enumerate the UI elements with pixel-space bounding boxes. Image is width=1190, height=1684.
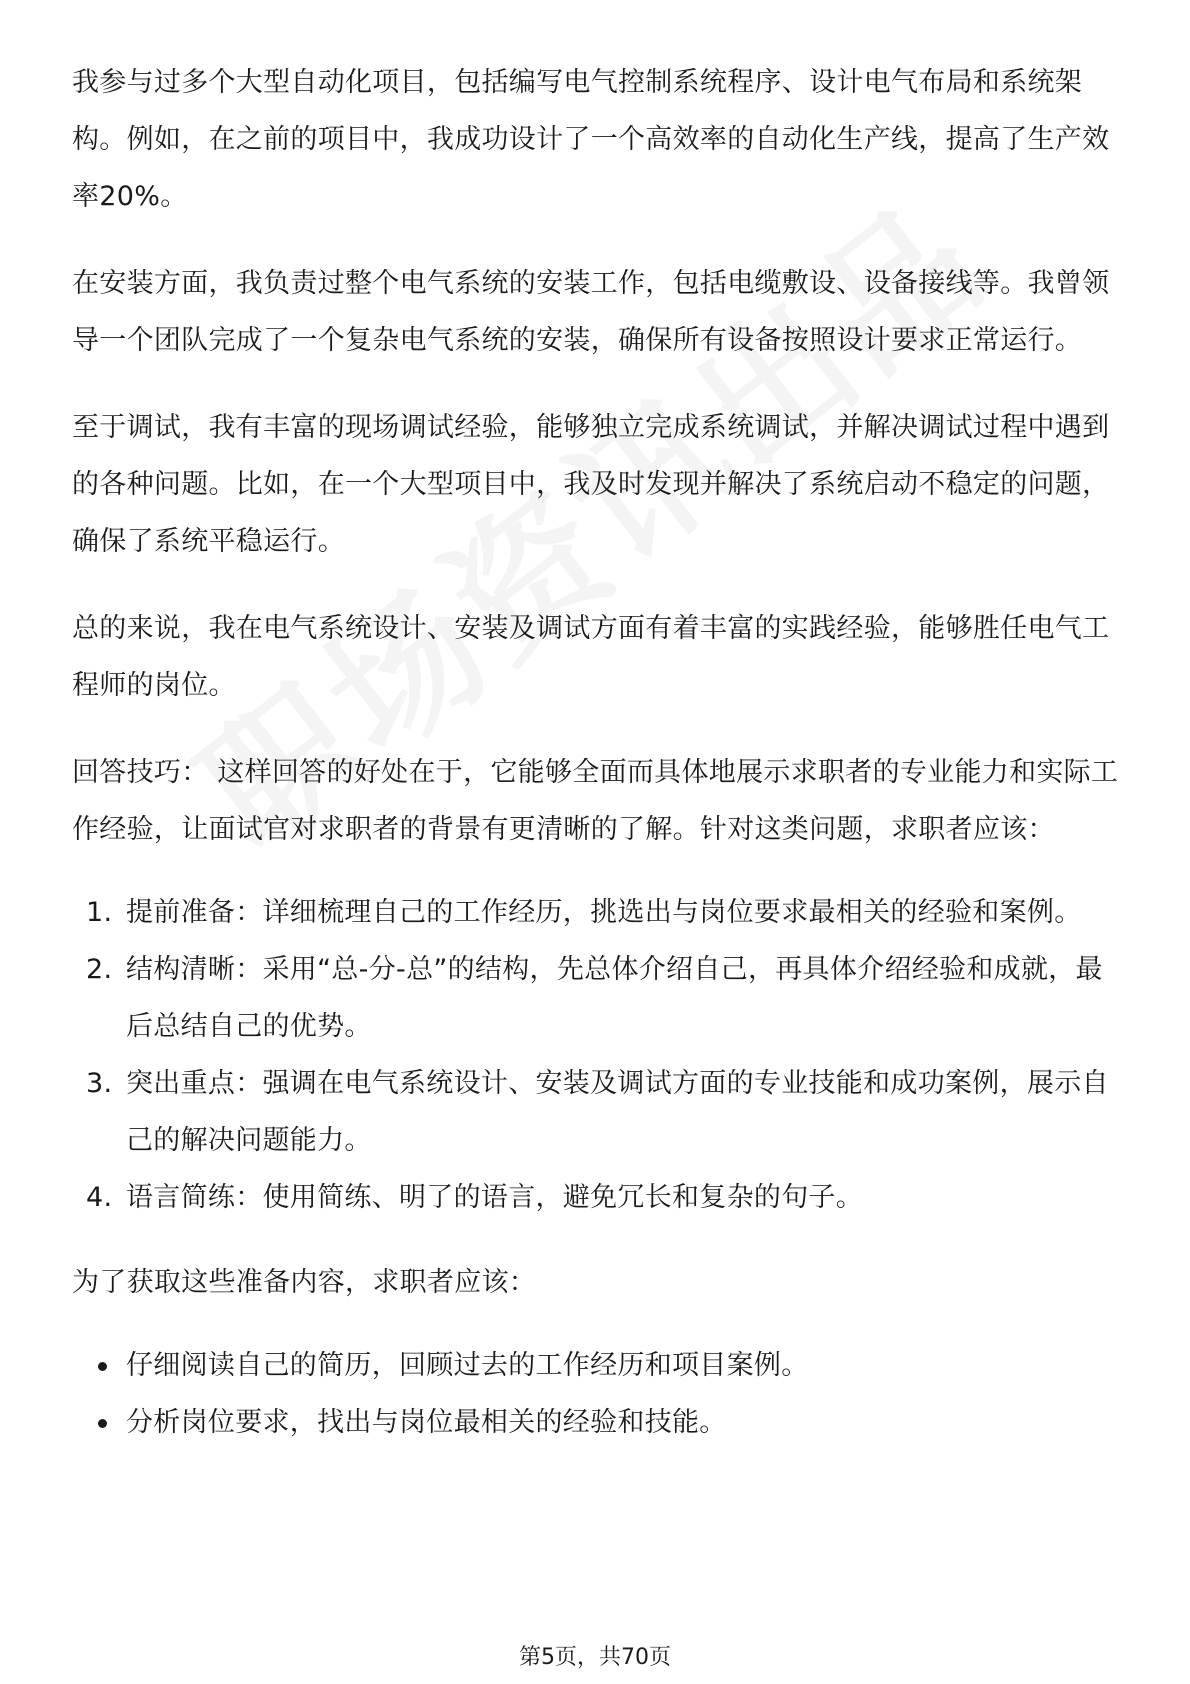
paragraph-answer-tips: 回答技巧： 这样回答的好处在于，它能够全面而具体地展示求职者的专业能力和实际工作经验，让面试官对求职者的背景有更清晰的了解。针对这类问题，求职者应该： — [72, 757, 1119, 845]
paragraph-prep-intro: 为了获取这些准备内容，求职者应该： — [72, 1267, 537, 1298]
page-number-footer: 第5页，共70页 — [519, 1645, 671, 1670]
list-item — [72, 1337, 1122, 1394]
list-item — [72, 1394, 1122, 1451]
bullet-dot-icon — [98, 1419, 107, 1428]
paragraph-installation: 在安装方面，我负责过整个电气系统的安装工作，包括电缆敷设、设备接线等。我曾领导一个团队完成了一个复杂电气系统的安装，确保所有设备按照设计要求正常运行。 — [72, 268, 1110, 356]
list-item — [72, 941, 1122, 1055]
list-item-text: 分析岗位要求，找出与岗位最相关的经验和技能。 — [126, 1407, 727, 1438]
list-item-number: 4. — [86, 1182, 113, 1213]
prep-bullet-list — [72, 1337, 1122, 1451]
list-item — [72, 1169, 1122, 1226]
paragraph-experience: 我参与过多个大型自动化项目，包括编写电气控制系统程序、设计电气布局和系统架构。例如，在之前的项目中，我成功设计了一个高效率的自动化生产线，提高了生产效率20%。 — [72, 67, 1110, 212]
paragraph-summary: 总的来说，我在电气系统设计、安装及调试方面有着丰富的实践经验，能够胜任电气工程师的岗位。 — [72, 613, 1110, 701]
document-body — [72, 54, 1122, 1451]
list-item-text: 突出重点：强调在电气系统设计、安装及调试方面的专业技能和成功案例，展示自己的解决问题能力。 — [126, 1068, 1109, 1156]
list-item-text: 结构清晰：采用“总-分-总”的结构，先总体介绍自己，再具体介绍经验和成就，最后总结自己的优势。 — [126, 954, 1103, 1042]
list-item — [72, 884, 1122, 941]
list-item-text: 仔细阅读自己的简历，回顾过去的工作经历和项目案例。 — [126, 1350, 809, 1381]
list-item-number: 3. — [86, 1068, 113, 1099]
paragraph-debugging: 至于调试，我有丰富的现场调试经验，能够独立完成系统调试，并解决调试过程中遇到的各种问题。比如，在一个大型项目中，我及时发现并解决了系统启动不稳定的问题，确保了系统平稳运行。 — [72, 412, 1110, 557]
list-item-number: 2. — [86, 954, 113, 985]
list-item-text: 语言简练：使用简练、明了的语言，避免冗长和复杂的句子。 — [126, 1182, 864, 1213]
tips-numbered-list — [72, 884, 1122, 1226]
list-item — [72, 1055, 1122, 1169]
list-item-number: 1. — [86, 897, 113, 928]
list-item-text: 提前准备：详细梳理自己的工作经历，挑选出与岗位要求最相关的经验和案例。 — [126, 897, 1082, 928]
bullet-dot-icon — [98, 1362, 107, 1371]
